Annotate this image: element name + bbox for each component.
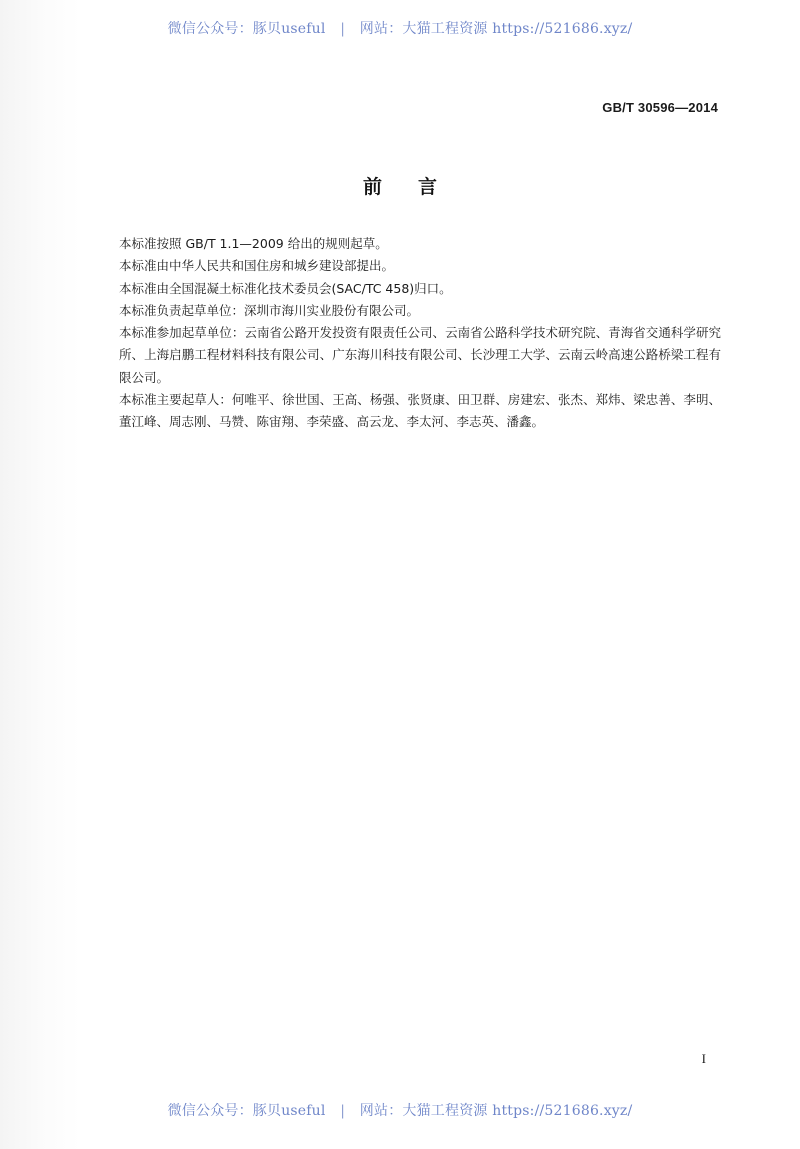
paragraph-drafting-rules: 本标准按照 GB/T 1.1—2009 给出的规则起草。: [119, 236, 388, 251]
section-title: 前言: [362, 176, 473, 198]
page-number: I: [701, 1051, 706, 1066]
paragraph-lead-drafter: 本标准负责起草单位：深圳市海川实业股份有限公司。: [119, 302, 420, 318]
standard-code: GB/T 30596—2014: [602, 100, 718, 115]
watermark-top: [0, 18, 800, 38]
watermark-separator: |: [340, 21, 346, 37]
watermark-wechat: 微信公众号：豚贝useful: [167, 21, 326, 37]
paragraph-participating-units: 本标准参加起草单位：云南省公路开发投资有限责任公司、云南省公路科学技术研究院、青海省交通科学研究所、上海启鹏工程材料科技有限公司、广东海川科技有限公司、长沙理工大学、云南云岭高速公路桥梁工程有限公司。: [119, 325, 721, 385]
paragraph-main-drafters: 本标准主要起草人：何唯平、徐世国、王高、杨强、张贤康、田卫群、房建宏、张杰、郑炜、梁忠善、李明、董江峰、周志刚、马赞、陈宙翔、李荣盛、高云龙、李太河、李志英、潘鑫。: [119, 392, 721, 430]
watermark-bottom: [0, 1100, 800, 1120]
watermark-wechat: 微信公众号：豚贝useful: [167, 1103, 326, 1119]
watermark-website: 网站：大猫工程资源 https://521686.xyz/: [359, 21, 633, 37]
watermark-website: 网站：大猫工程资源 https://521686.xyz/: [359, 1103, 633, 1119]
paragraph-proposed-by: 本标准由中华人民共和国住房和城乡建设部提出。: [119, 258, 395, 274]
watermark-separator: |: [340, 1103, 346, 1119]
preface-body: [119, 233, 721, 434]
paragraph-managed-by: 本标准由全国混凝土标准化技术委员会(SAC/TC 458)归口。: [119, 280, 452, 296]
